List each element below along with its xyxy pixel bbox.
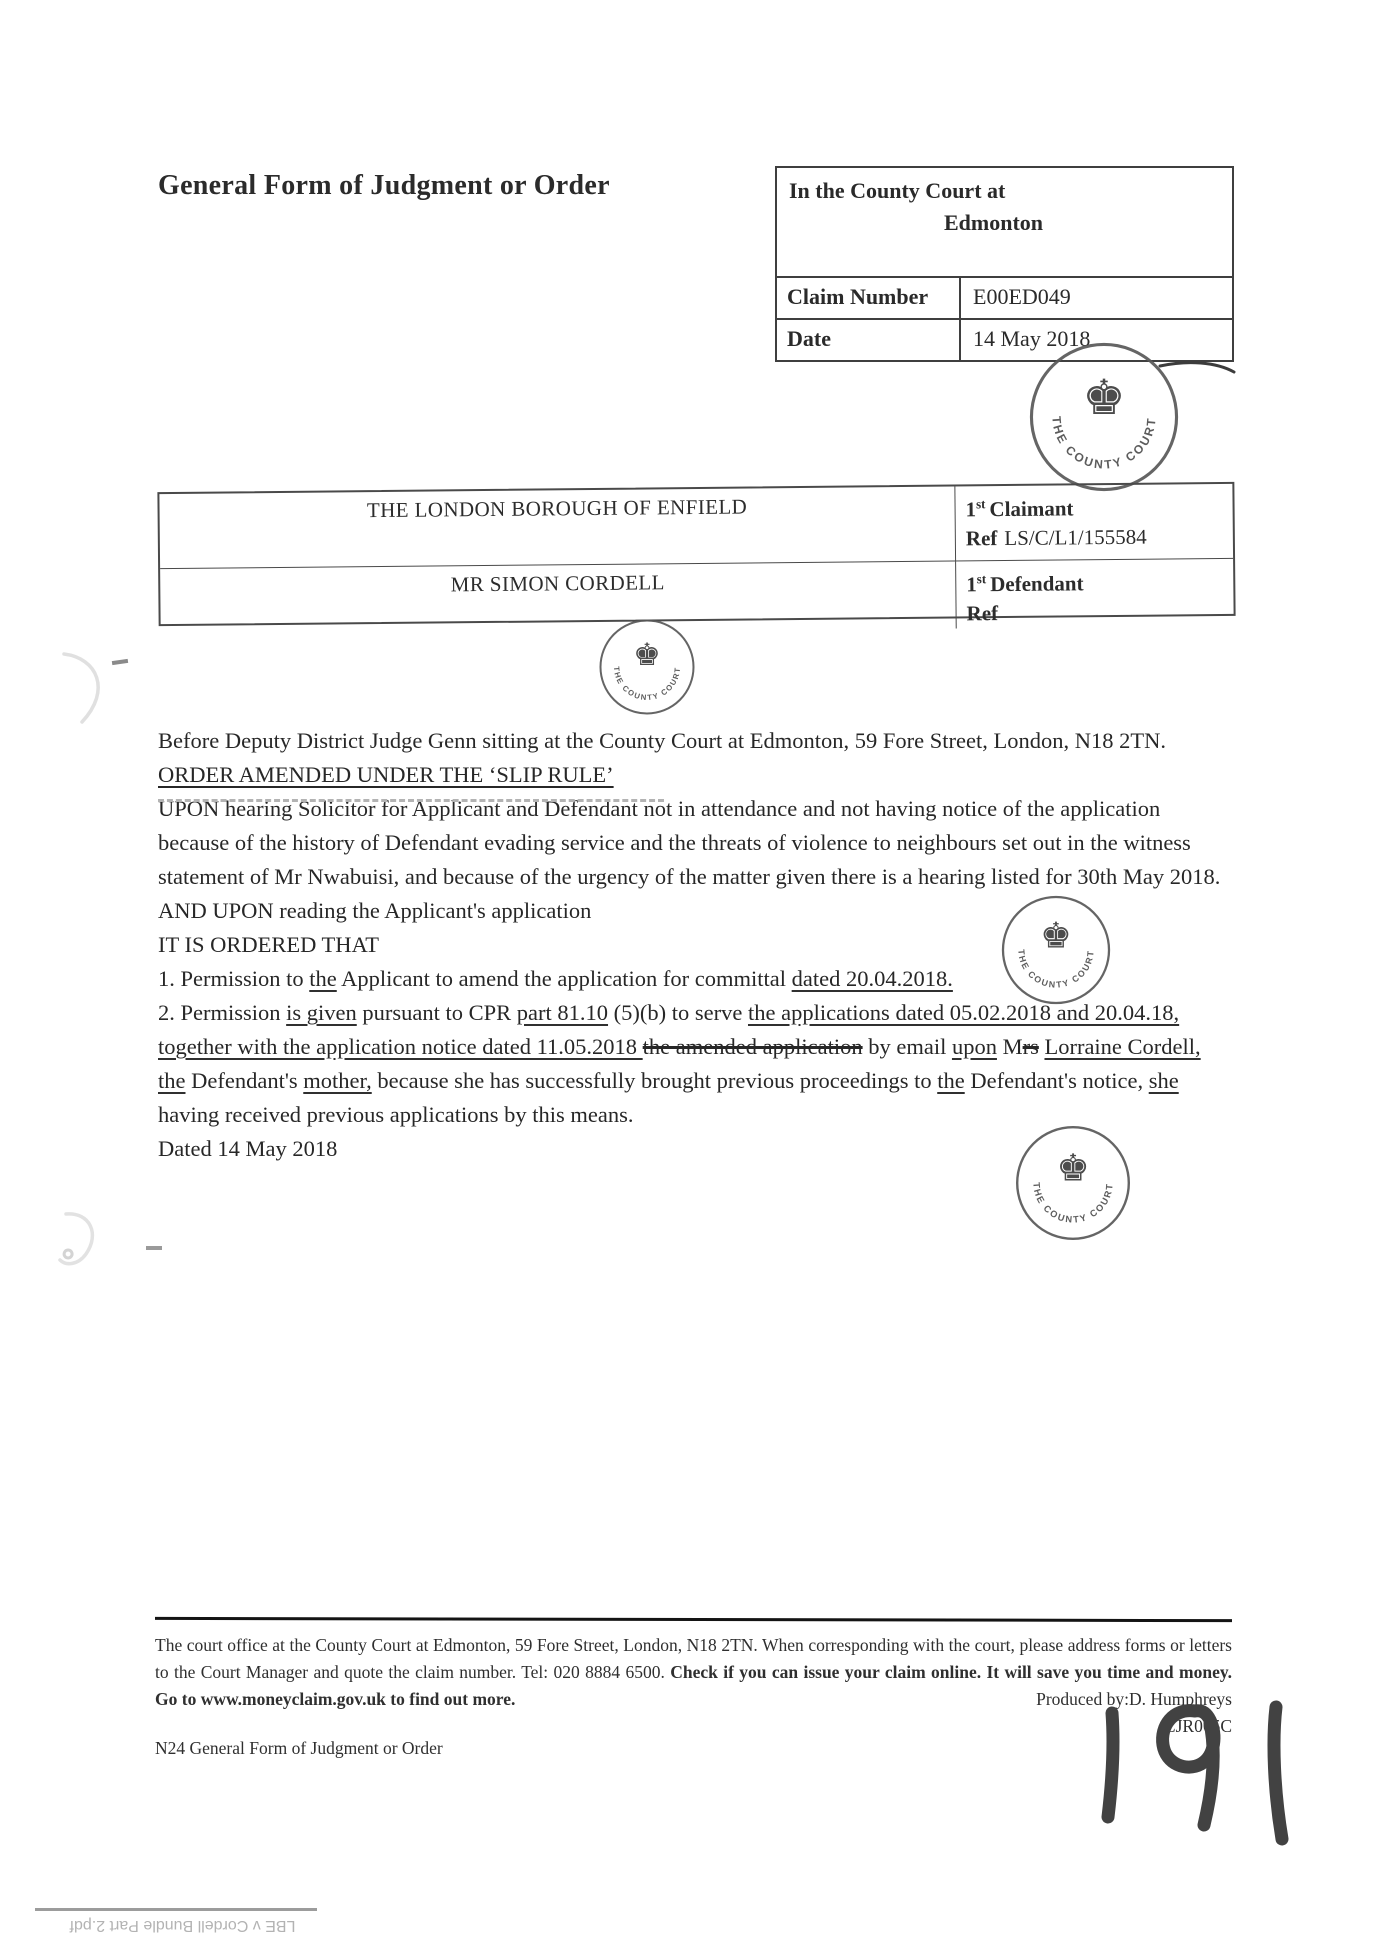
pdf-footer-line — [35, 1908, 317, 1911]
scan-artifact-mark — [52, 628, 132, 733]
defendant-role — [966, 562, 1233, 600]
text-segment: the — [158, 1068, 186, 1093]
handwritten-page-number — [1080, 1695, 1310, 1855]
pdf-filename: LBE v Cordell Bundle Part 2.pdf — [69, 1917, 296, 1934]
before-judge-line: Before Deputy District Judge Genn sitting at the County Court at Edmonton, 59 Fore Street, London, N18 2TN. — [158, 728, 1166, 753]
upon-hearing-paragraph: UPON hearing Solicitor for Applicant and Defendant not in attendance and not having notice of the application because of the history of Defendant evading service and the threats of violence to neighbours set out in the witness statement of Mr Nwabuisi, and because of the urgency of the matter given there is a hearing listed for 30th May 2018. — [158, 796, 1221, 889]
scan-artifact-mark — [38, 1192, 148, 1287]
table-row — [160, 558, 1233, 624]
text-segment: Defendant's — [185, 1068, 304, 1093]
date-value: 14 May 2018 — [973, 326, 1091, 351]
crown-icon: ♚ — [1082, 369, 1126, 426]
crown-icon: ♚ — [1056, 1145, 1090, 1190]
court-location-cell — [777, 168, 1232, 276]
role-ordinal: st — [976, 571, 987, 587]
court-name: Edmonton — [944, 210, 1044, 235]
date-label: Date — [777, 320, 961, 360]
text-segment: part 81.10 — [516, 1000, 609, 1025]
claim-number-value: E00ED049 — [973, 284, 1071, 309]
page-title: General Form of Judgment or Order — [158, 170, 610, 201]
text-segment: 1. Permission to — [158, 966, 310, 991]
text-segment: mother, — [303, 1068, 372, 1093]
court-header-box — [775, 166, 1234, 362]
text-segment: by email — [862, 1034, 952, 1059]
produced-code: CJR065C — [1163, 1716, 1232, 1736]
produced-by: Produced by:D. Humphreys — [1036, 1689, 1232, 1709]
crown-icon: ♚ — [1040, 915, 1072, 957]
order-amended-heading: ORDER AMENDED UNDER THE ‘SLIP RULE’ — [158, 762, 614, 787]
text-segment: upon — [951, 1034, 997, 1059]
stamp-text: THE COUNTY COURT — [1049, 415, 1159, 472]
footer-divider — [155, 1617, 1232, 1622]
role-label: Claimant — [989, 496, 1074, 522]
text-segment: is given — [286, 1000, 357, 1025]
court-office-address: The court office at the County Court at Edmonton, 59 Fore Street, London, N18 2TN. When corresponding with the court, please address forms or letters to the Court Manager and quote the claim number. Tel: 020 8884 6500. — [155, 1635, 1232, 1682]
text-segment: 2. Permission — [158, 1000, 287, 1025]
claimant-name: THE LONDON BOROUGH OF ENFIELD — [159, 487, 956, 569]
ref-label: Ref — [966, 601, 999, 626]
claimant-role-cell — [955, 484, 1233, 561]
moneyclaim-notice: Check if you can issue your claim online. It will save you time and money. Go to www.moneyclaim.gov.uk to find out more. — [155, 1662, 1232, 1709]
order-paragraph-2 — [158, 996, 1230, 1132]
scan-artifact-dash — [146, 1246, 162, 1250]
text-segment: Applicant to amend the application for committal — [336, 966, 792, 991]
defendant-role-cell — [956, 559, 1234, 629]
defendant-name: MR SIMON CORDELL — [160, 562, 957, 637]
dated-line: Dated 14 May 2018 — [158, 1136, 338, 1161]
stamp-text: THE COUNTY COURT — [611, 666, 683, 703]
role-number: 1 — [965, 497, 977, 522]
role-ordinal: st — [975, 496, 986, 512]
role-label: Defendant — [990, 571, 1084, 597]
text-segment: pursuant to CPR — [356, 1000, 517, 1025]
claimant-ref — [966, 522, 1233, 554]
defendant-ref — [966, 597, 1233, 629]
text-segment: she — [1148, 1068, 1179, 1093]
text-segment: having received previous applications by this means. — [158, 1102, 634, 1127]
text-segment: Defendant's notice, — [964, 1068, 1149, 1093]
text-segment: the amended application — [642, 1034, 863, 1059]
text-segment: the applications dated 05.02.2018 and 20.04.18, together with the application notice dated 11.05.2018 — [158, 1000, 1180, 1059]
text-segment: dated 20.04.2018. — [791, 966, 953, 991]
text-segment: because she has successfully brought previous proceedings to — [371, 1068, 938, 1093]
stamp-text: THE COUNTY COURT — [1031, 1181, 1115, 1225]
county-court-stamp — [597, 617, 697, 717]
stamp-text: THE COUNTY COURT — [1016, 948, 1096, 990]
claimant-role — [965, 487, 1232, 525]
crown-icon: ♚ — [633, 637, 661, 673]
text-segment: (5)(b) to serve — [608, 1000, 748, 1025]
county-court-stamp — [999, 893, 1113, 1007]
text-segment: Lorraine Cordell, — [1044, 1034, 1201, 1059]
role-number: 1 — [966, 572, 977, 597]
county-court-stamp — [1026, 339, 1182, 495]
text-segment: M — [996, 1034, 1023, 1059]
text-segment: the — [309, 966, 337, 991]
scan-artifact-dashed-line — [158, 799, 664, 802]
ref-value: LS/C/L1/155584 — [1004, 524, 1147, 551]
claim-number-row — [777, 276, 1232, 318]
table-row — [159, 484, 1233, 568]
text-segment: rs — [1022, 1034, 1039, 1059]
claim-number-label: Claim Number — [777, 278, 961, 318]
and-upon-line: AND UPON reading the Applicant's application — [158, 898, 592, 923]
it-is-ordered-line: IT IS ORDERED THAT — [158, 932, 380, 957]
text-segment: the — [937, 1068, 965, 1093]
county-court-stamp — [1013, 1123, 1133, 1243]
in-court-label: In the County Court at — [789, 178, 1006, 203]
parties-table — [157, 482, 1235, 626]
form-reference: N24 General Form of Judgment or Order — [155, 1738, 443, 1758]
ref-label: Ref — [965, 526, 998, 551]
